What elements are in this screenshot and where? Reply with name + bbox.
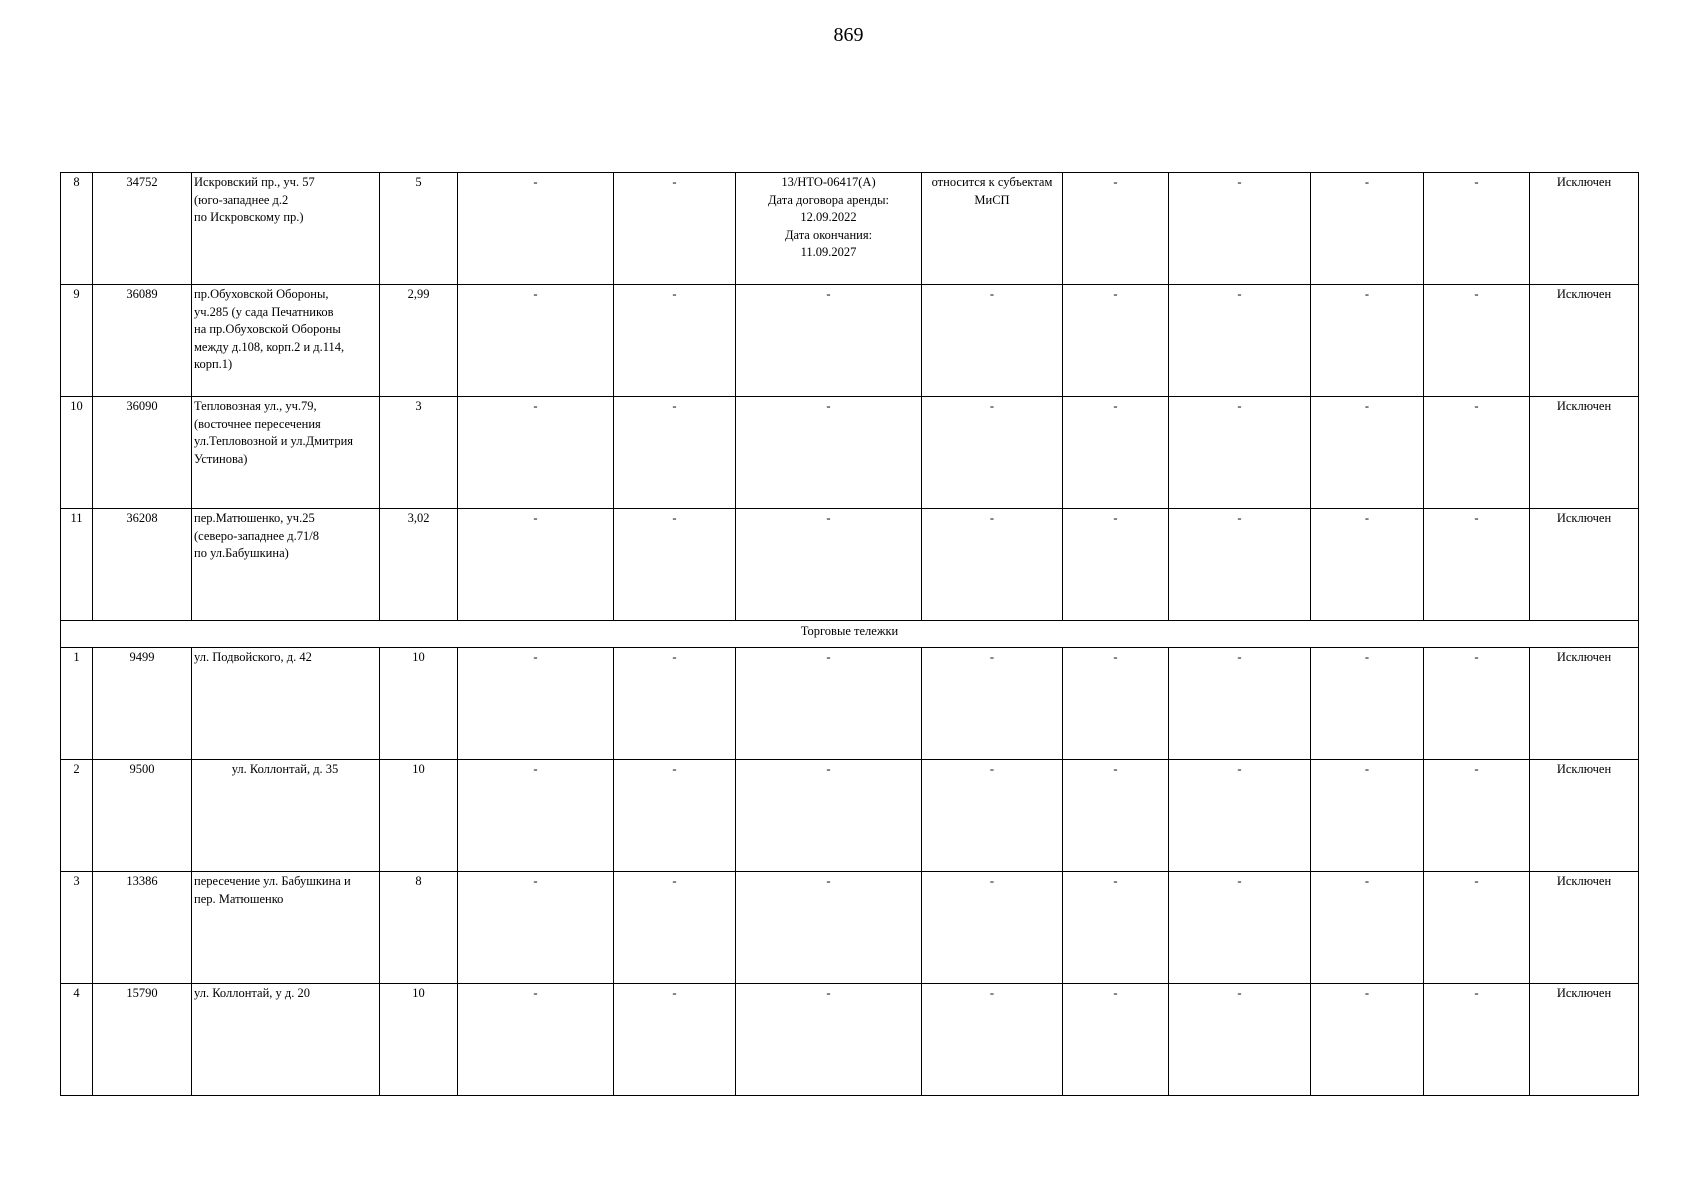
row-number-cell: 8 xyxy=(61,173,93,285)
col-8-cell: - xyxy=(922,872,1063,984)
address-cell: Искровский пр., уч. 57 (юго-западнее д.2 по Искровскому пр.) xyxy=(192,173,380,285)
col-7-cell: - xyxy=(736,984,922,1096)
col-9-cell: - xyxy=(1063,648,1169,760)
status-cell: Исключен xyxy=(1530,173,1639,285)
col-10-cell: - xyxy=(1169,173,1311,285)
table-row xyxy=(61,509,1639,621)
col-11-cell: - xyxy=(1311,984,1424,1096)
col-9-cell: - xyxy=(1063,760,1169,872)
table-row xyxy=(61,285,1639,397)
address-cell: пр.Обуховской Обороны, уч.285 (у сада Печатников на пр.Обуховской Обороны между д.108, корп.2 и д.114, корп.1) xyxy=(192,285,380,397)
status-cell: Исключен xyxy=(1530,760,1639,872)
col-5-cell: - xyxy=(458,984,614,1096)
col-10-cell: - xyxy=(1169,984,1311,1096)
table-body-carts xyxy=(61,648,1639,1096)
table-row xyxy=(61,984,1639,1096)
col-5-cell: - xyxy=(458,397,614,509)
col-6-cell: - xyxy=(614,648,736,760)
address-cell: Тепловозная ул., уч.79, (восточнее пересечения ул.Тепловозной и ул.Дмитрия Устинова) xyxy=(192,397,380,509)
col-5-cell: - xyxy=(458,872,614,984)
object-id-cell: 9500 xyxy=(93,760,192,872)
page-number: 869 xyxy=(833,24,864,46)
table-body-kiosks xyxy=(61,173,1639,621)
table-row xyxy=(61,872,1639,984)
col-5-cell: - xyxy=(458,760,614,872)
col-5-cell: - xyxy=(458,509,614,621)
status-cell: Исключен xyxy=(1530,397,1639,509)
object-id-cell: 36089 xyxy=(93,285,192,397)
col-11-cell: - xyxy=(1311,509,1424,621)
address-cell: пересечение ул. Бабушкина и пер. Матюшенко xyxy=(192,872,380,984)
col-11-cell: - xyxy=(1311,173,1424,285)
status-cell: Исключен xyxy=(1530,648,1639,760)
row-number-cell: 9 xyxy=(61,285,93,397)
col-6-cell: - xyxy=(614,872,736,984)
col-10-cell: - xyxy=(1169,397,1311,509)
col-5-cell: - xyxy=(458,173,614,285)
col-7-cell: - xyxy=(736,648,922,760)
area-cell: 10 xyxy=(380,760,458,872)
status-cell: Исключен xyxy=(1530,984,1639,1096)
table-row xyxy=(61,173,1639,285)
col-12-cell: - xyxy=(1424,509,1530,621)
object-id-cell: 13386 xyxy=(93,872,192,984)
area-cell: 10 xyxy=(380,984,458,1096)
row-number-cell: 2 xyxy=(61,760,93,872)
row-number-cell: 3 xyxy=(61,872,93,984)
col-9-cell: - xyxy=(1063,984,1169,1096)
table-row xyxy=(61,648,1639,760)
row-number-cell: 4 xyxy=(61,984,93,1096)
table-section xyxy=(61,621,1639,648)
status-cell: Исключен xyxy=(1530,285,1639,397)
address-cell: ул. Коллонтай, у д. 20 xyxy=(192,984,380,1096)
col-11-cell: - xyxy=(1311,285,1424,397)
col-10-cell: - xyxy=(1169,872,1311,984)
row-number-cell: 11 xyxy=(61,509,93,621)
col-10-cell: - xyxy=(1169,509,1311,621)
col-7-cell: - xyxy=(736,285,922,397)
col-6-cell: - xyxy=(614,984,736,1096)
address-cell: ул. Коллонтай, д. 35 xyxy=(192,760,380,872)
objects-table xyxy=(60,172,1639,1096)
col-10-cell: - xyxy=(1169,760,1311,872)
col-8-cell: - xyxy=(922,285,1063,397)
object-id-cell: 15790 xyxy=(93,984,192,1096)
col-8-cell: - xyxy=(922,984,1063,1096)
col-12-cell: - xyxy=(1424,285,1530,397)
col-7-cell: - xyxy=(736,397,922,509)
area-cell: 8 xyxy=(380,872,458,984)
col-11-cell: - xyxy=(1311,760,1424,872)
col-7-cell: - xyxy=(736,509,922,621)
col-12-cell: - xyxy=(1424,648,1530,760)
col-7-cell: 13/НТО-06417(А) Дата договора аренды: 12.09.2022 Дата окончания: 11.09.2027 xyxy=(736,173,922,285)
address-cell: ул. Подвойского, д. 42 xyxy=(192,648,380,760)
status-cell: Исключен xyxy=(1530,509,1639,621)
col-9-cell: - xyxy=(1063,285,1169,397)
col-5-cell: - xyxy=(458,285,614,397)
col-7-cell: - xyxy=(736,760,922,872)
area-cell: 3,02 xyxy=(380,509,458,621)
col-12-cell: - xyxy=(1424,984,1530,1096)
col-5-cell: - xyxy=(458,648,614,760)
col-6-cell: - xyxy=(614,285,736,397)
area-cell: 3 xyxy=(380,397,458,509)
col-9-cell: - xyxy=(1063,509,1169,621)
table-row xyxy=(61,760,1639,872)
col-8-cell: - xyxy=(922,397,1063,509)
col-12-cell: - xyxy=(1424,397,1530,509)
col-12-cell: - xyxy=(1424,173,1530,285)
col-11-cell: - xyxy=(1311,397,1424,509)
col-6-cell: - xyxy=(614,397,736,509)
col-11-cell: - xyxy=(1311,872,1424,984)
object-id-cell: 36208 xyxy=(93,509,192,621)
col-6-cell: - xyxy=(614,173,736,285)
col-10-cell: - xyxy=(1169,648,1311,760)
col-8-cell: относится к субъектам МиСП xyxy=(922,173,1063,285)
address-cell: пер.Матюшенко, уч.25 (северо-западнее д.71/8 по ул.Бабушкина) xyxy=(192,509,380,621)
col-12-cell: - xyxy=(1424,760,1530,872)
col-9-cell: - xyxy=(1063,173,1169,285)
object-id-cell: 9499 xyxy=(93,648,192,760)
object-id-cell: 36090 xyxy=(93,397,192,509)
col-7-cell: - xyxy=(736,872,922,984)
row-number-cell: 10 xyxy=(61,397,93,509)
col-9-cell: - xyxy=(1063,397,1169,509)
area-cell: 5 xyxy=(380,173,458,285)
col-6-cell: - xyxy=(614,760,736,872)
status-cell: Исключен xyxy=(1530,872,1639,984)
table-row xyxy=(61,397,1639,509)
row-number-cell: 1 xyxy=(61,648,93,760)
object-id-cell: 34752 xyxy=(93,173,192,285)
area-cell: 10 xyxy=(380,648,458,760)
col-11-cell: - xyxy=(1311,648,1424,760)
section-header-row xyxy=(61,621,1639,648)
col-6-cell: - xyxy=(614,509,736,621)
col-8-cell: - xyxy=(922,648,1063,760)
col-9-cell: - xyxy=(1063,872,1169,984)
area-cell: 2,99 xyxy=(380,285,458,397)
col-12-cell: - xyxy=(1424,872,1530,984)
col-8-cell: - xyxy=(922,760,1063,872)
section-title: Торговые тележки xyxy=(61,621,1639,648)
col-10-cell: - xyxy=(1169,285,1311,397)
col-8-cell: - xyxy=(922,509,1063,621)
